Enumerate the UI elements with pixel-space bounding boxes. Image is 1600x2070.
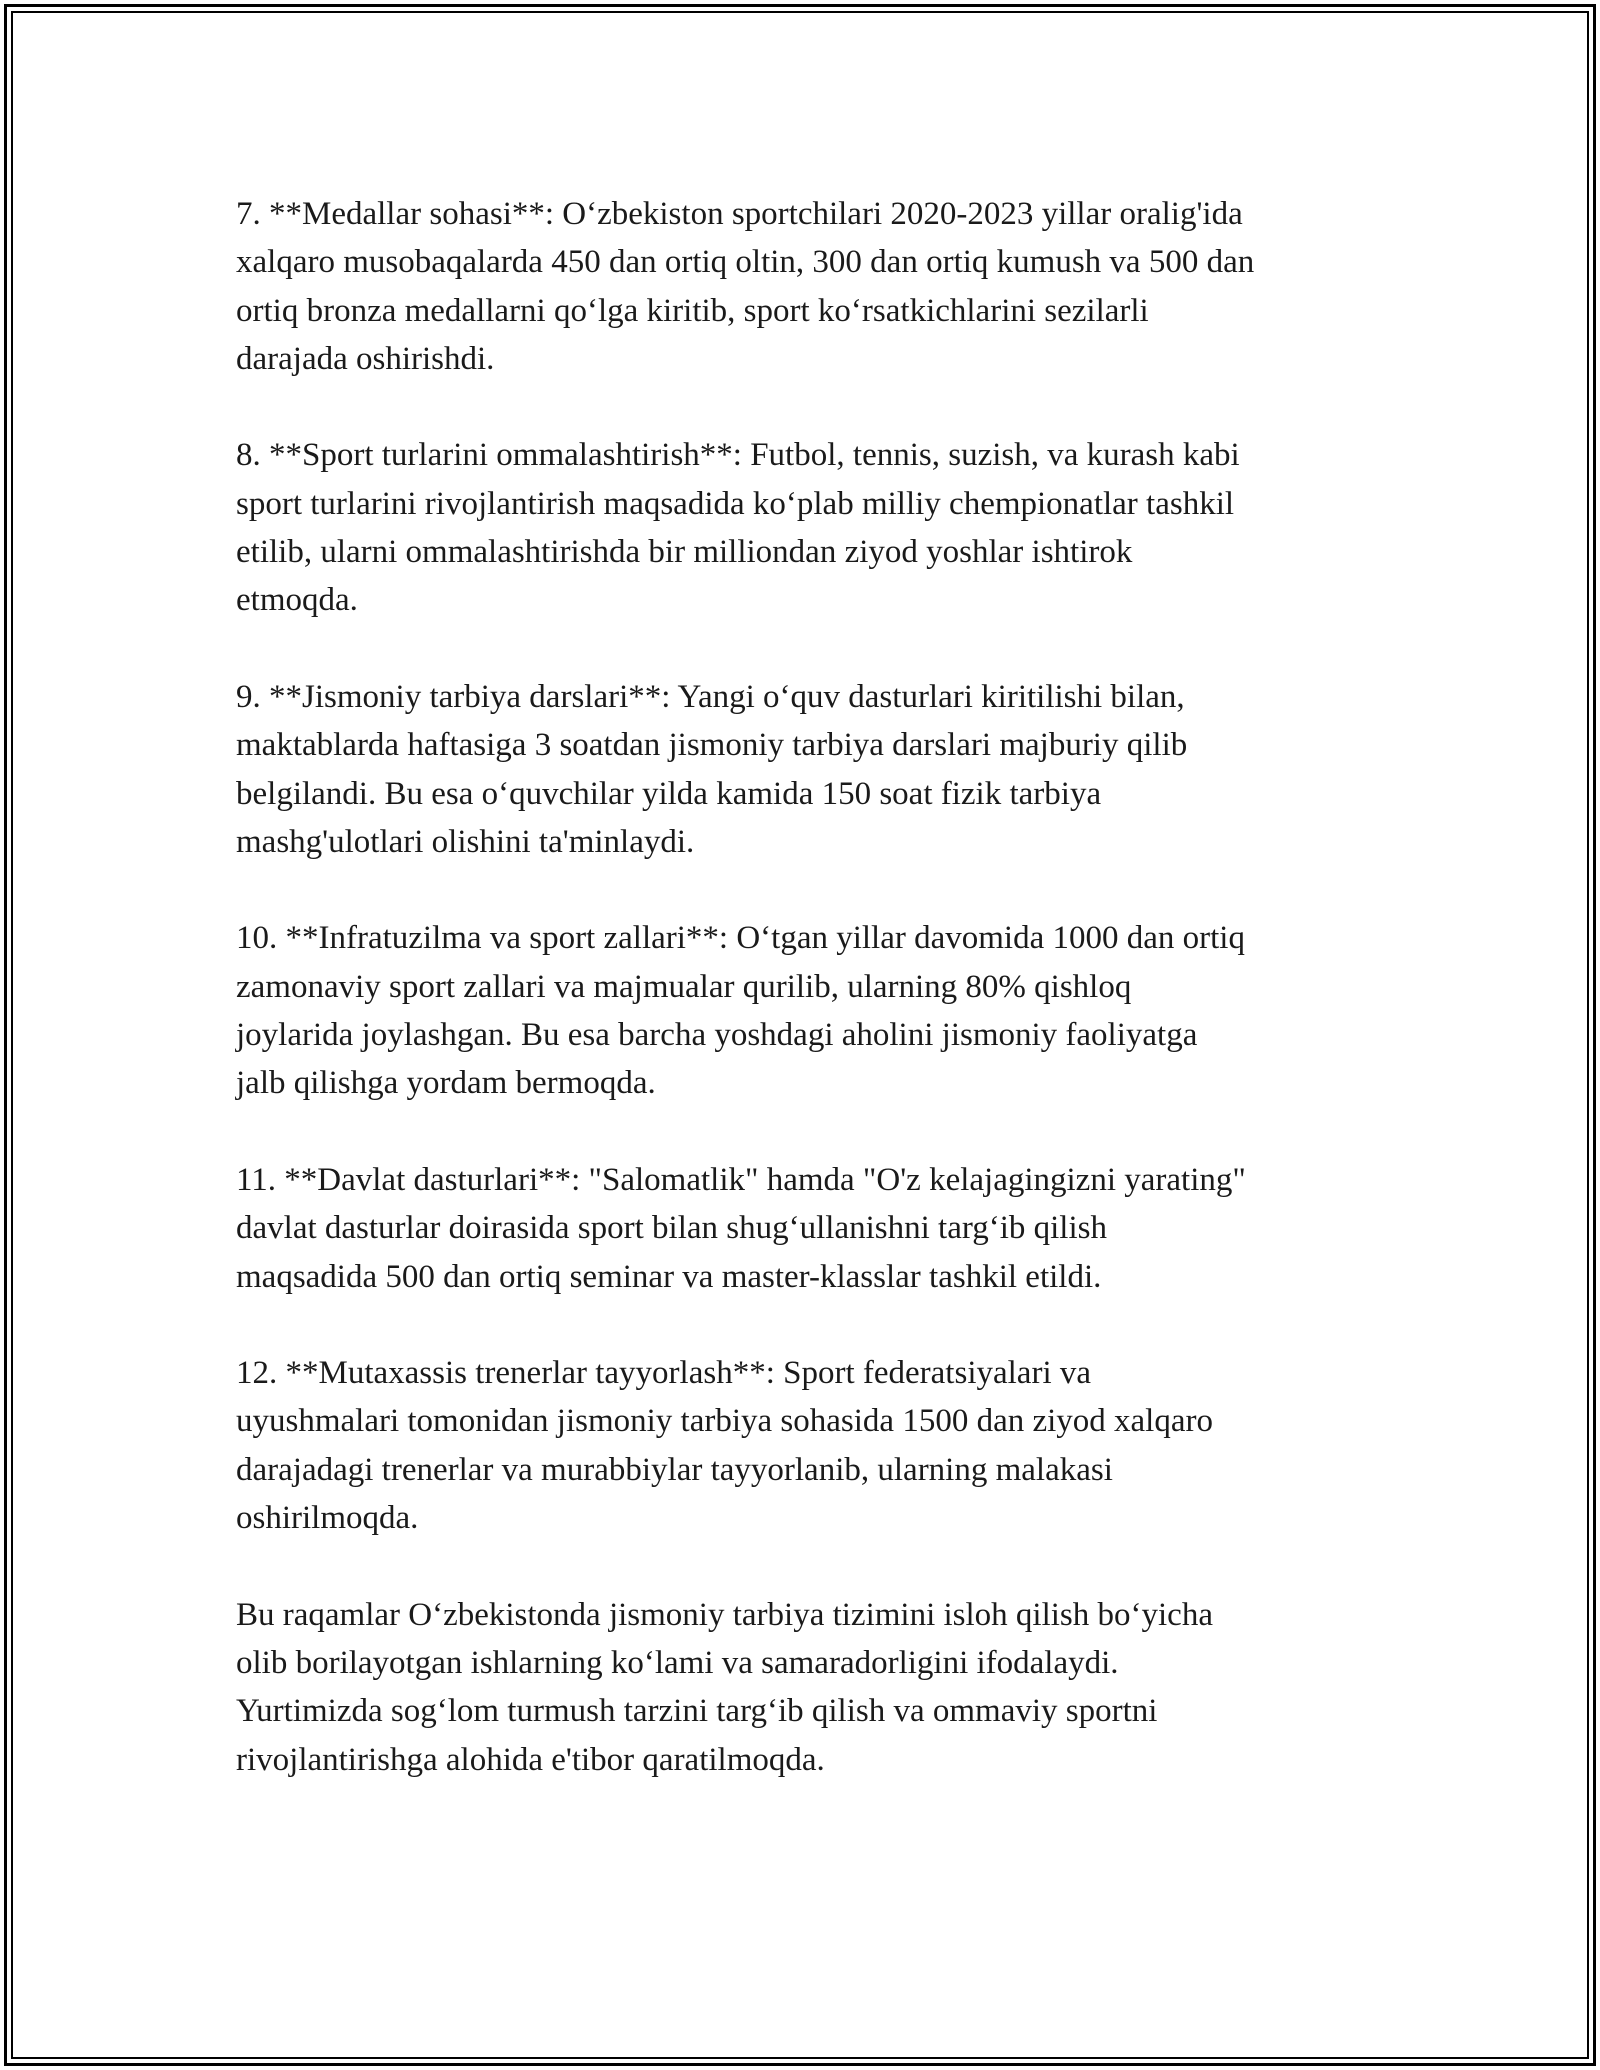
text-line: belgilandi. Bu esa o‘quvchilar yilda kamida 150 soat fizik tarbiya — [236, 775, 1102, 812]
text-line: 7. **Medallar sohasi**: O‘zbekiston sportchilari 2020-2023 yillar oralig'ida — [236, 196, 1243, 232]
text-line: etmoqda. — [236, 582, 358, 619]
paragraph-mutaxassis-trenerlar — [236, 1349, 1376, 1542]
paragraph-conclusion — [236, 1591, 1376, 1784]
text-line: 8. **Sport turlarini ommalashtirish**: Futbol, tennis, suzish, va kurash kabi — [236, 437, 1240, 474]
document-body — [236, 190, 1376, 1832]
text-line: mashg'ulotlari olishini ta'minlaydi. — [236, 823, 695, 860]
text-line: Bu raqamlar O‘zbekistonda jismoniy tarbiya tizimini isloh qilish bo‘yicha — [236, 1596, 1213, 1633]
text-line: jalb qilishga yordam bermoqda. — [236, 1065, 656, 1102]
text-line: 11. **Davlat dasturlari**: "Salomatlik" hamda "O'z kelajagingizni yarating" — [236, 1161, 1246, 1198]
text-line: ortiq bronza medallarni qo‘lga kiritib, sport ko‘rsatkichlarini sezilarli — [236, 292, 1149, 329]
paragraph-davlat-dasturlari — [236, 1156, 1376, 1301]
text-line: darajadagi trenerlar va murabbiylar tayyorlanib, ularning malakasi — [236, 1451, 1113, 1488]
text-line: oshirilmoqda. — [236, 1500, 419, 1537]
text-line: etilib, ularni ommalashtirishda bir milliondan ziyod yoshlar ishtirok — [236, 534, 1133, 571]
text-line: Yurtimizda sog‘lom turmush tarzini targ‘ib qilish va ommaviy sportni — [236, 1693, 1158, 1730]
text-line: uyushmalari tomonidan jismoniy tarbiya sohasida 1500 dan ziyod xalqaro — [236, 1403, 1213, 1440]
text-line: darajada oshirishdi. — [236, 340, 495, 377]
paragraph-sport-turlarini-ommalashtirish — [236, 431, 1376, 624]
text-line: rivojlantirishga alohida e'tibor qaratilmoqda. — [236, 1741, 825, 1778]
paragraph-medallar-sohasi — [236, 190, 1376, 383]
text-line: maqsadida 500 dan ortiq seminar va master-klasslar tashkil etildi. — [236, 1258, 1102, 1295]
text-line: 12. **Mutaxassis trenerlar tayyorlash**: Sport federatsiyalari va — [236, 1355, 1092, 1392]
text-line: olib borilayotgan ishlarning ko‘lami va samaradorligini ifodalaydi. — [236, 1644, 1119, 1681]
text-line: joylarida joylashgan. Bu esa barcha yoshdagi aholini jismoniy faoliyatga — [236, 1017, 1198, 1054]
text-line: davlat dasturlar doirasida sport bilan shug‘ullanishni targ‘ib qilish — [236, 1210, 1107, 1247]
text-line: 9. **Jismoniy tarbiya darslari**: Yangi o‘quv dasturlari kiritilishi bilan, — [236, 678, 1185, 715]
text-line: xalqaro musobaqalarda 450 dan ortiq oltin, 300 dan ortiq kumush va 500 dan — [236, 244, 1255, 281]
paragraph-jismoniy-tarbiya-darslari — [236, 673, 1376, 866]
text-line: maktablarda haftasiga 3 soatdan jismoniy tarbiya darslari majburiy qilib — [236, 727, 1188, 764]
text-line: 10. **Infratuzilma va sport zallari**: O‘tgan yillar davomida 1000 dan ortiq — [236, 920, 1245, 957]
paragraph-infratuzilma — [236, 914, 1376, 1107]
text-line: zamonaviy sport zallari va majmualar qurilib, ularning 80% qishloq — [236, 968, 1132, 1005]
text-line: sport turlarini rivojlantirish maqsadida ko‘plab milliy chempionatlar tashkil — [236, 485, 1235, 522]
